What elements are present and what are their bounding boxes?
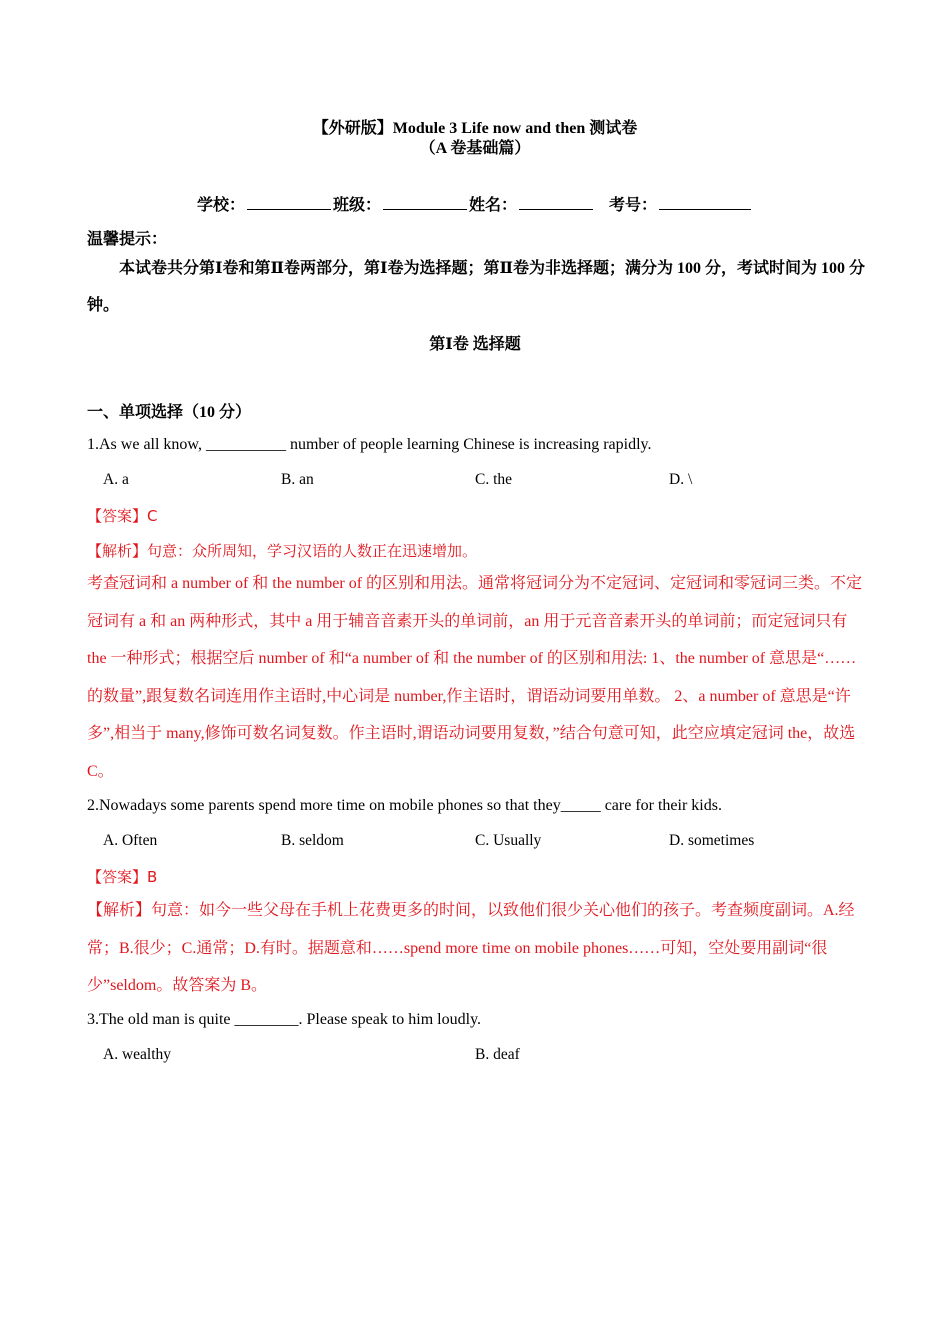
question-2-option-c: C. Usually: [475, 832, 542, 849]
part1-heading: 第Ⅰ卷 选择题: [429, 336, 521, 353]
question-1-analysis-detail: 考查冠词和 a number of 和 the number of 的区别和用法。通常将冠词分为不定冠词、定冠词和零冠词三类。不定冠词有 a 和 an 两种形式，其中 a 用于辅音音素开头的单词前，an 用于元音音素开头的单词前；而定冠词只有 the 一种形式；根据空后 number of 和“a number of 和 the number of 的区别和用法: 1、the number of 意思是“……的数量”,跟复数名词连用作主语时,中心词是 number,作主语时，谓语动词要用单数。 2、a number of 意思是“许多”,相当于 many,修饰可数名词复数。作主语时,谓语动词要用复数，”结合句意可知，此空应填定冠词 the，故选 C。: [87, 575, 863, 780]
question-2-stem: 2.Nowadays some parents spend more time on mobile phones so that they_____ care for their kids.: [87, 797, 722, 814]
section1-heading: 一、单项选择（10 分）: [87, 404, 252, 421]
question-1-option-d: D. \: [669, 471, 693, 488]
exam-title: 【外研版】Module 3 Life now and then 测试卷: [312, 120, 638, 137]
question-1-option-a: A. a: [103, 471, 129, 488]
question-2-option-a: A. Often: [103, 832, 158, 849]
student-info-row: [0, 192, 950, 215]
question-3-option-a: A. wealthy: [103, 1046, 172, 1063]
question-3-stem: 3.The old man is quite ________. Please speak to him loudly.: [87, 1011, 482, 1028]
class-blank: [383, 195, 467, 210]
name-blank: [519, 195, 593, 210]
question-1-option-b: B. an: [281, 471, 314, 488]
school-label: 学校：: [196, 197, 245, 214]
school-blank: [247, 195, 331, 210]
question-2-analysis: 【解析】句意：如今一些父母在手机上花费更多的时间，以致他们很少关心他们的孩子。考查频度副词。A.经常；B.很少；C.通常；D.有时。据题意和……spend more time on mobile phones……可知，空处要用副词“很少”seldom。故答案为 B。: [87, 902, 855, 994]
exam-no-label: 考号：: [609, 197, 658, 214]
question-1-analysis: 【解析】句意：众所周知，学习汉语的人数正在迅速增加。: [87, 542, 478, 560]
tips-body: 本试卷共分第Ⅰ卷和第Ⅱ卷两部分，第Ⅰ卷为选择题；第Ⅱ卷为非选择题；满分为 100 分，考试时间为 100 分钟。: [87, 260, 865, 314]
exam-no-blank: [659, 195, 751, 210]
name-label: 姓名：: [469, 197, 518, 214]
class-label: 班级：: [332, 197, 381, 214]
question-1-answer: 【答案】C: [87, 507, 158, 525]
question-1-option-c: C. the: [475, 471, 513, 488]
question-2-answer: 【答案】B: [87, 868, 158, 886]
question-3-option-b: B. deaf: [475, 1046, 520, 1063]
tips-heading: 温馨提示：: [87, 231, 168, 248]
question-2-option-d: D. sometimes: [669, 832, 755, 849]
exam-subtitle: （A 卷基础篇）: [419, 140, 531, 157]
question-1-stem: 1.As we all know, __________ number of people learning Chinese is increasing rapidly.: [87, 436, 652, 453]
question-2-option-b: B. seldom: [281, 832, 344, 849]
